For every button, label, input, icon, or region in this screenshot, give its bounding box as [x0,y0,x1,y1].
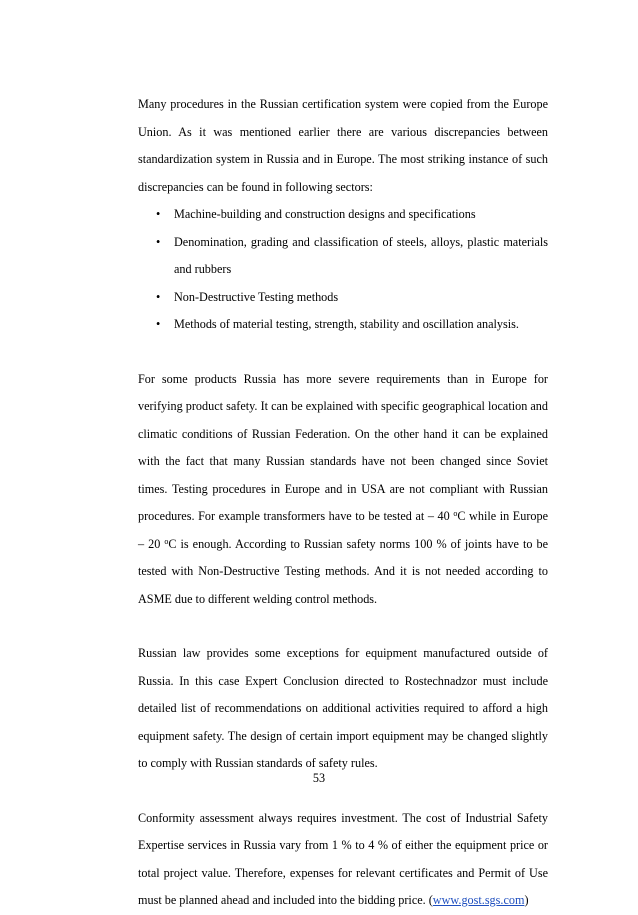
page-number: 53 [312,771,326,785]
list-item-text: Methods of material testing, strength, stability and oscillation analysis. [174,317,519,331]
text-segment: Conformity assessment always requires investment. The cost of Industrial Safety Expertise services in Russia vary from 1 % to 4 % of either the equipment price or total project value. Therefore, expenses for relevant certificates and Permit of Use must be planned ahead and included into the bidding price. ( [138,810,548,907]
text-segment: ) [524,893,529,907]
text-segment: C is enough. According to Russian safety norms 100 % of joints have to be tested with Non-Destructive Testing methods. And it is not needed according to ASME due to different welding control methods. [138,536,548,606]
list-item [138,311,548,339]
bullet-icon: • [156,234,161,249]
degree-superscript: o [453,509,458,518]
paragraph-certification: Many procedures in the Russian certification system were copied from the Europe Union. As it was mentioned earlier there are various discrepancies between standardization system in Russia and in Europe. The most striking instance of such discrepancies can be found in following sectors: [138,97,548,194]
text-segment: For some products Russia has more severe requirements than in Europe for verifying product safety. It can be explained with specific geographical location and climatic conditions of Russian Federation. On the other hand it can be explained with the fact that many Russian standards have not been changed since Soviet times. Testing procedures in Europe and in USA are not compliant with Russian procedures. For example transformers have to be tested at – 40 [138,371,548,523]
paragraph-requirements [138,366,548,614]
paragraph-exceptions: Russian law provides some exceptions for equipment manufactured outside of Russia. In this case Expert Conclusion directed to Rostechnadzor must include detailed list of recommendations on additional activities required to afford a high equipment safety. The design of certain import equipment may be changed slightly to comply with Russian standards of safety rules. [138,646,548,770]
list-item-text: Machine-building and construction designs and specifications [174,207,476,221]
list-item-text: Non-Destructive Testing methods [174,289,339,304]
bullet-icon: • [156,289,161,304]
bullet-icon: • [156,317,161,331]
discrepancy-list [138,201,548,339]
list-item [138,229,548,284]
bullet-icon: • [156,207,161,221]
list-item-text: Denomination, grading and classification of steels, alloys, plastic materials and rubbers [174,234,548,276]
degree-superscript: o [164,536,169,546]
gost-link[interactable]: www.gost.sgs.com [432,893,525,907]
page-content [138,91,548,915]
list-item [138,284,548,312]
paragraph-conformity [138,805,548,915]
text-segment: C while in Europe – 20 [138,509,548,551]
list-item [138,201,548,229]
